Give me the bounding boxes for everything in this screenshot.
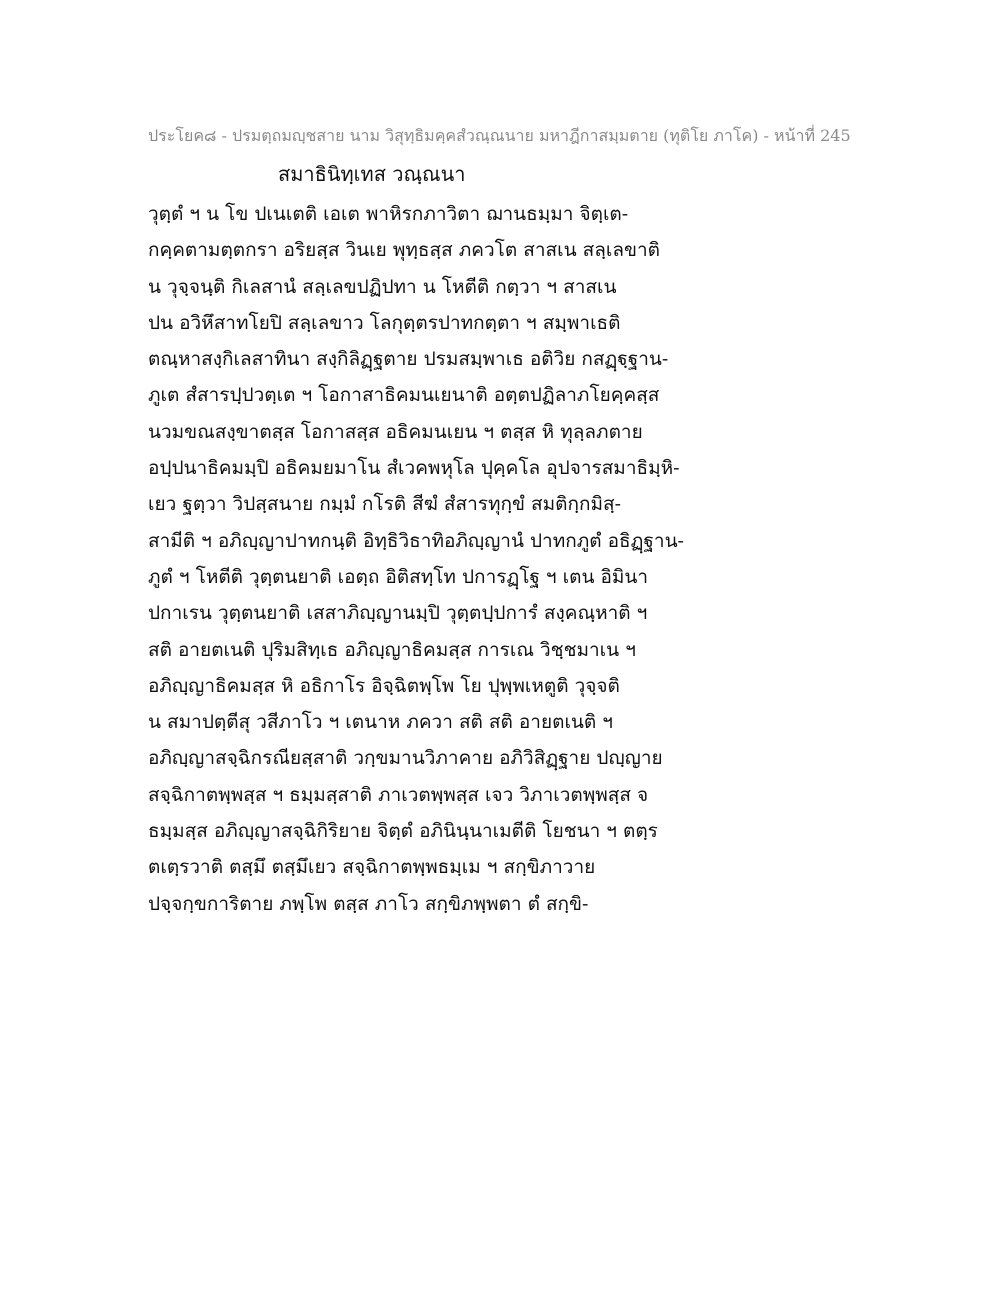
body-line: สจฺฉิกาตพฺพสฺส ฯ ธมฺมสฺสาติ ภาเวตพฺพสฺส เจว วิภาเวตพฺพสฺส จ [148,783,649,806]
body-line: อปฺปนาธิคมมฺปิ อธิคมยมาโน สํเวคพหุโล ปุคฺคโล อุปจารสมาธิมฺหิ- [148,457,680,480]
body-line: อภิญฺญาธิคมสฺส หิ อธิกาโร อิจฺฉิตพฺโพ โย ปุพฺพเหตูติ วุจฺจติ [148,674,620,697]
body-line: กคฺคตามตฺตกรา อริยสฺส วินเย พุทฺธสฺส ภควโต สาสเน สลฺเลขาติ [148,239,660,262]
body-line: ตณฺหาสงฺกิเลสาทินา สงฺกิลิฏฺฐตาย ปรมสมฺพาเธ อติวิย กสฏฺฐฺฐาน- [148,348,669,371]
running-header: ประโยค๘ - ปรมตฺถมญฺชสาย นาม วิสุทฺธิมคฺคสํวณฺณนาย มหาฎีกาสมฺมตาย (ทุติโย ภาโค) - หน้าที่ 245 [148,126,851,145]
section-title: สมาธินิทฺเทส วณฺณนา [278,162,466,186]
body-line: ธมฺมสฺส อภิญฺญาสจฺฉิกิริยาย จิตฺตํ อภินินฺนาเมตีติ โยชนา ฯ ตตฺร [148,820,658,843]
body-line: เยว ฐตฺวา วิปสฺสนาย กมฺมํ กโรติ สีฆํ สํสารทุกฺขํ สมติกฺกมิสฺ- [148,493,622,516]
body-line: น วุจฺจนฺติ กิเลสานํ สลฺเลขปฏิปทา น โหตีติ กตฺวา ฯ สาสเน [148,275,617,298]
body-line: สามีติ ฯ อภิญฺญาปาทกนฺติ อิทฺธิวิธาทิอภิญฺญานํ ปาทกภูตํ อธิฏฺฐาน- [148,529,684,552]
body-line: อภิญฺญาสจฺฉิกรณียสฺสาติ วกฺขมานวิภาคาย อภิวิสิฏฺฐาย ปญฺญาย [148,747,663,770]
body-line: ปกาเรน วุตฺตนยาติ เสสาภิญฺญานมฺปิ วุตฺตปฺปการํ สงฺคณฺหาติ ฯ [148,602,648,625]
body-line: ปน อวิหึสาทโยปิ สลฺเลขาว โลกุตฺตรปาทกตฺตา ฯ สมฺพาเธติ [148,311,621,334]
body-line: ตเตฺรวาติ ตสฺมึ ตสฺมึเยว สจฺฉิกาตพฺพธมฺเม ฯ สกฺขิภาวาย [148,856,596,879]
body-line: นวมขณสงฺขาตสฺส โอกาสสฺส อธิคมนเยน ฯ ตสฺส หิ ทุลฺลภตาย [148,420,643,443]
body-line: ปจฺจกฺขการิตาย ภพฺโพ ตสฺส ภาโว สกฺขิภพฺพตา ตํ สกฺขิ- [148,892,589,915]
body-line: สติ อายตเนติ ปุริมสิทฺเธ อภิญฺญาธิคมสฺส การเณ วิชฺชมาเน ฯ [148,638,636,661]
body-line: วุตฺตํ ฯ น โข ปเนเตติ เอเต พาหิรกภาวิตา ฌานธมฺมา จิตฺเต- [148,203,629,225]
body-line: ภูเต สํสารปฺปวตฺเต ฯ โอกาสาธิคมนเยนาติ อตฺตปฏิลาภโยคฺคสฺส [148,384,660,407]
body-line: ภูตํ ฯ โหตีติ วุตฺตนยาติ เอตฺถ อิติสทฺโท ปการฏฺโฐ ฯ เตน อิมินา [148,565,649,588]
body-line: น สมาปตฺตีสุ วสีภาโว ฯ เตนาห ภควา สติ สติ อายตเนติ ฯ [148,711,613,734]
body-text [148,196,848,922]
